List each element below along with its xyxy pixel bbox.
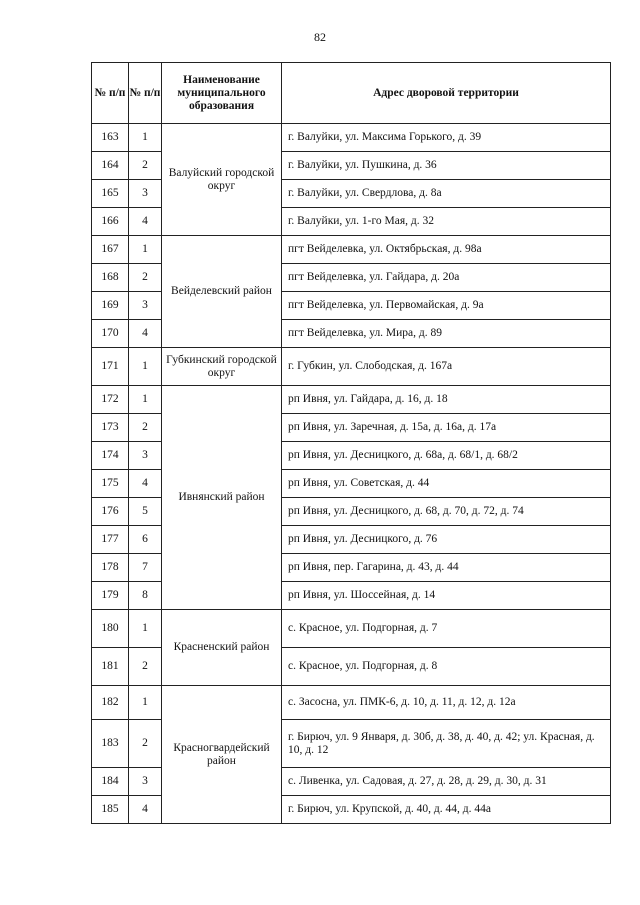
table-row bbox=[92, 386, 611, 414]
row-number: 164 bbox=[92, 152, 129, 180]
address-cell: рп Ивня, ул. Советская, д. 44 bbox=[282, 470, 611, 498]
row-number: 171 bbox=[92, 348, 129, 386]
row-number: 165 bbox=[92, 180, 129, 208]
header-municipality: Наименование муниципального образования bbox=[162, 63, 282, 124]
row-number: 169 bbox=[92, 292, 129, 320]
row-sub-number: 4 bbox=[129, 208, 162, 236]
row-sub-number: 4 bbox=[129, 796, 162, 824]
row-number: 172 bbox=[92, 386, 129, 414]
row-sub-number: 2 bbox=[129, 648, 162, 686]
address-cell: рп Ивня, ул. Заречная, д. 15а, д. 16а, д. 17а bbox=[282, 414, 611, 442]
row-sub-number: 4 bbox=[129, 320, 162, 348]
row-number: 176 bbox=[92, 498, 129, 526]
table-header-row bbox=[92, 63, 611, 124]
row-sub-number: 1 bbox=[129, 610, 162, 648]
row-sub-number: 2 bbox=[129, 264, 162, 292]
row-number: 174 bbox=[92, 442, 129, 470]
header-sub-number: № п/п bbox=[129, 63, 162, 124]
table-row bbox=[92, 124, 611, 152]
address-cell: пгт Вейделевка, ул. Гайдара, д. 20а bbox=[282, 264, 611, 292]
table-row bbox=[92, 236, 611, 264]
address-cell: пгт Вейделевка, ул. Первомайская, д. 9а bbox=[282, 292, 611, 320]
table-row bbox=[92, 610, 611, 648]
row-sub-number: 5 bbox=[129, 498, 162, 526]
address-cell: г. Бирюч, ул. 9 Января, д. 30б, д. 38, д. 40, д. 42; ул. Красная, д. 10, д. 12 bbox=[282, 720, 611, 768]
row-sub-number: 7 bbox=[129, 554, 162, 582]
address-cell: г. Бирюч, ул. Крупской, д. 40, д. 44, д. 44а bbox=[282, 796, 611, 824]
table-row bbox=[92, 348, 611, 386]
table-row bbox=[92, 686, 611, 720]
row-number: 184 bbox=[92, 768, 129, 796]
row-number: 166 bbox=[92, 208, 129, 236]
row-sub-number: 1 bbox=[129, 236, 162, 264]
address-cell: г. Валуйки, ул. Свердлова, д. 8а bbox=[282, 180, 611, 208]
row-sub-number: 3 bbox=[129, 180, 162, 208]
row-sub-number: 8 bbox=[129, 582, 162, 610]
row-number: 182 bbox=[92, 686, 129, 720]
header-row-number: № п/п bbox=[92, 63, 129, 124]
row-sub-number: 1 bbox=[129, 686, 162, 720]
row-sub-number: 4 bbox=[129, 470, 162, 498]
municipality-cell: Валуйский городской округ bbox=[162, 124, 282, 236]
address-cell: рп Ивня, ул. Десницкого, д. 68, д. 70, д. 72, д. 74 bbox=[282, 498, 611, 526]
row-sub-number: 3 bbox=[129, 768, 162, 796]
row-number: 180 bbox=[92, 610, 129, 648]
address-cell: рп Ивня, ул. Десницкого, д. 76 bbox=[282, 526, 611, 554]
address-cell: г. Губкин, ул. Слободская, д. 167а bbox=[282, 348, 611, 386]
municipality-cell: Красненский район bbox=[162, 610, 282, 686]
address-cell: с. Засосна, ул. ПМК-6, д. 10, д. 11, д. 12, д. 12а bbox=[282, 686, 611, 720]
row-number: 178 bbox=[92, 554, 129, 582]
row-number: 179 bbox=[92, 582, 129, 610]
row-number: 183 bbox=[92, 720, 129, 768]
row-number: 167 bbox=[92, 236, 129, 264]
address-cell: г. Валуйки, ул. 1-го Мая, д. 32 bbox=[282, 208, 611, 236]
row-sub-number: 1 bbox=[129, 386, 162, 414]
address-cell: пгт Вейделевка, ул. Мира, д. 89 bbox=[282, 320, 611, 348]
row-sub-number: 3 bbox=[129, 292, 162, 320]
row-number: 177 bbox=[92, 526, 129, 554]
address-cell: с. Красное, ул. Подгорная, д. 7 bbox=[282, 610, 611, 648]
row-sub-number: 1 bbox=[129, 124, 162, 152]
row-sub-number: 2 bbox=[129, 152, 162, 180]
address-cell: рп Ивня, пер. Гагарина, д. 43, д. 44 bbox=[282, 554, 611, 582]
page-number: 82 bbox=[314, 30, 326, 44]
municipality-cell: Красногвардейский район bbox=[162, 686, 282, 824]
address-cell: с. Ливенка, ул. Садовая, д. 27, д. 28, д. 29, д. 30, д. 31 bbox=[282, 768, 611, 796]
municipality-cell: Ивнянский район bbox=[162, 386, 282, 610]
address-cell: с. Красное, ул. Подгорная, д. 8 bbox=[282, 648, 611, 686]
row-number: 173 bbox=[92, 414, 129, 442]
header-address: Адрес дворовой территории bbox=[282, 63, 611, 124]
row-sub-number: 2 bbox=[129, 414, 162, 442]
address-cell: г. Валуйки, ул. Максима Горького, д. 39 bbox=[282, 124, 611, 152]
row-sub-number: 1 bbox=[129, 348, 162, 386]
row-sub-number: 2 bbox=[129, 720, 162, 768]
address-cell: рп Ивня, ул. Десницкого, д. 68а, д. 68/1, д. 68/2 bbox=[282, 442, 611, 470]
row-sub-number: 3 bbox=[129, 442, 162, 470]
address-table bbox=[91, 62, 611, 824]
row-number: 170 bbox=[92, 320, 129, 348]
municipality-cell: Вейделевский район bbox=[162, 236, 282, 348]
row-number: 185 bbox=[92, 796, 129, 824]
row-number: 168 bbox=[92, 264, 129, 292]
municipality-cell: Губкинский городской округ bbox=[162, 348, 282, 386]
address-cell: рп Ивня, ул. Гайдара, д. 16, д. 18 bbox=[282, 386, 611, 414]
row-number: 181 bbox=[92, 648, 129, 686]
row-number: 163 bbox=[92, 124, 129, 152]
address-cell: рп Ивня, ул. Шоссейная, д. 14 bbox=[282, 582, 611, 610]
address-cell: г. Валуйки, ул. Пушкина, д. 36 bbox=[282, 152, 611, 180]
row-sub-number: 6 bbox=[129, 526, 162, 554]
row-number: 175 bbox=[92, 470, 129, 498]
address-cell: пгт Вейделевка, ул. Октябрьская, д. 98а bbox=[282, 236, 611, 264]
